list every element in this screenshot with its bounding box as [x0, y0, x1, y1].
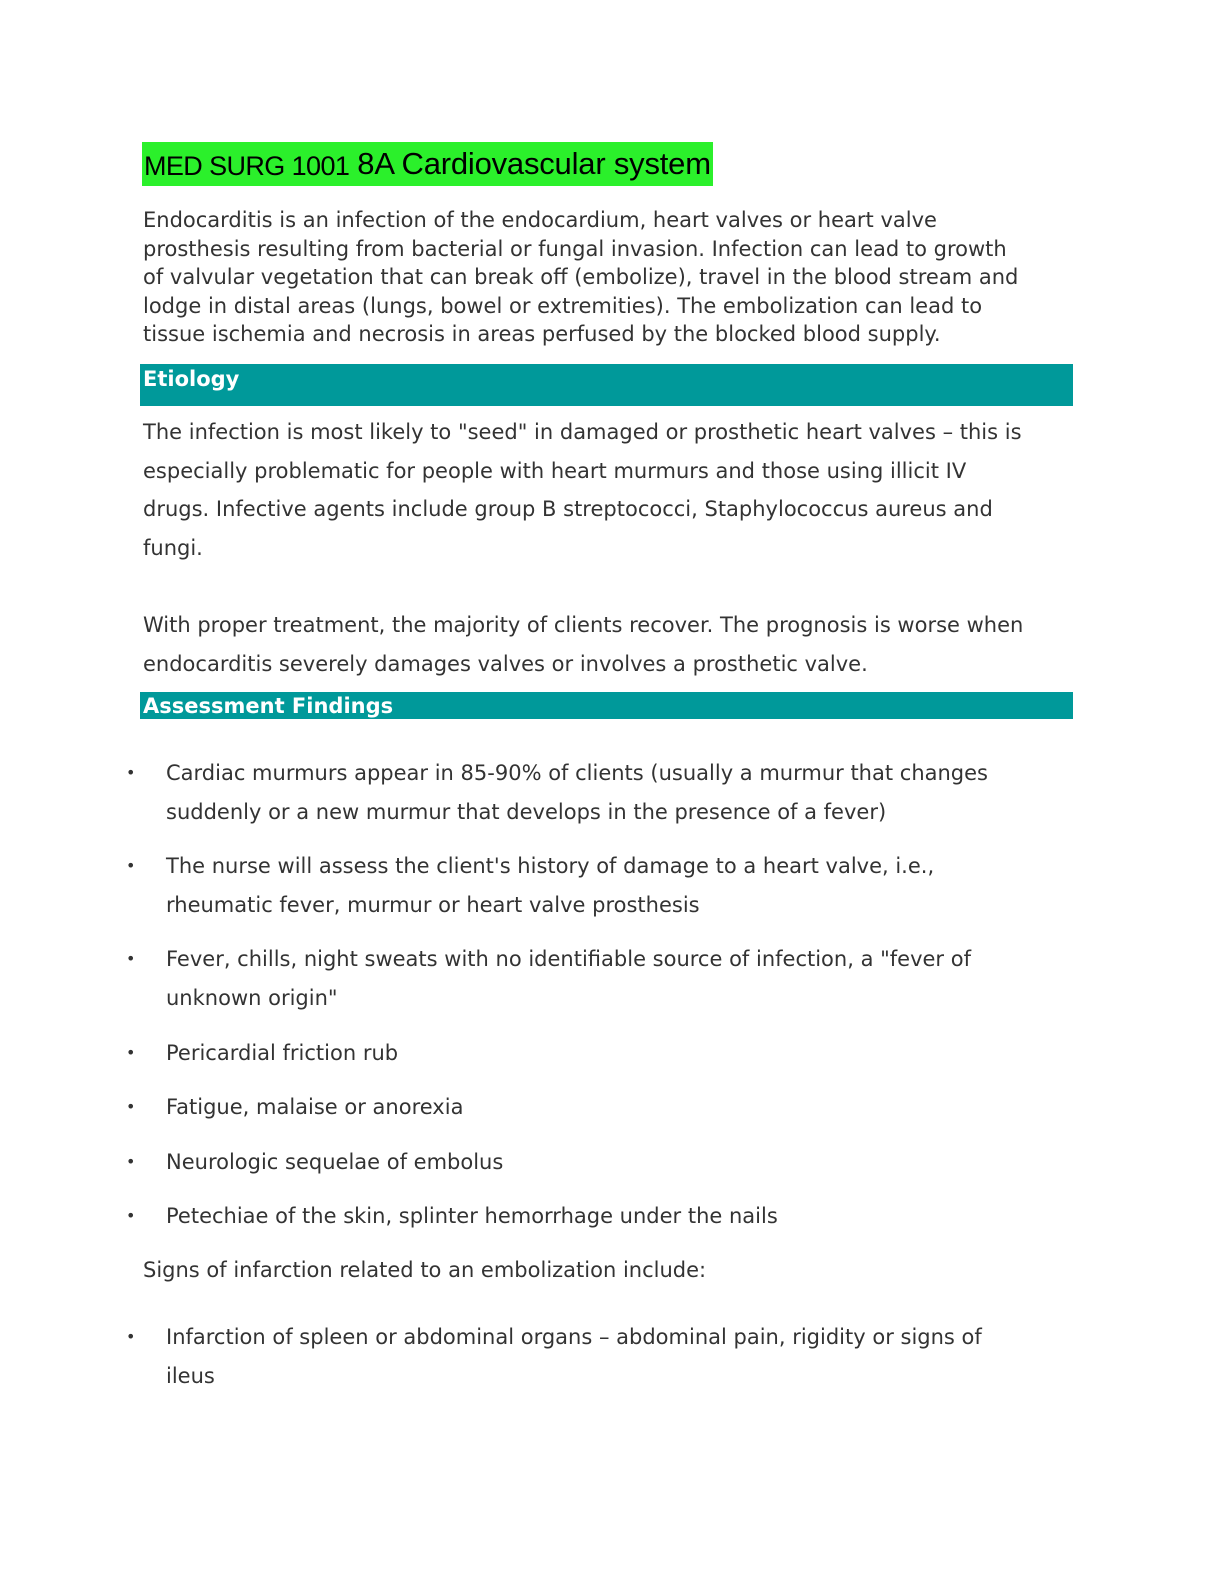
list-item-line: Cardiac murmurs appear in 85-90% of clients (usually a murmur that changes: [166, 761, 988, 785]
paragraph-line: drugs. Infective agents include group B streptococci, Staphylococcus aureus and: [143, 497, 993, 522]
intro-line: prosthesis resulting from bacterial or fungal invasion. Infection can lead to growth: [143, 236, 1007, 261]
intro-line: of valvular vegetation that can break off (embolize), travel in the blood stream and: [143, 265, 1019, 289]
list-item-line: suddenly or a new murmur that develops in the presence of a fever): [166, 799, 887, 824]
bullet-icon: •: [126, 1206, 136, 1225]
title-topic: 8A Cardiovascular system: [357, 146, 711, 181]
intro-line: tissue ischemia and necrosis in areas perfused by the blocked blood supply.: [143, 322, 941, 346]
document-title: [142, 142, 713, 186]
list-item-line: Fever, chills, night sweats with no identifiable source of infection, a "fever of: [166, 947, 971, 971]
list-item-text: [166, 1088, 463, 1127]
list-item-line: Fatigue, malaise or anorexia: [166, 1095, 464, 1119]
bullet-icon: •: [126, 1043, 136, 1062]
list-item-line: rheumatic fever, murmur or heart valve prosthesis: [166, 892, 700, 917]
bullet-icon: •: [126, 949, 136, 968]
list-item-text: [166, 1034, 398, 1073]
list-item-text: [166, 754, 988, 831]
paragraph-line: fungi.: [143, 536, 203, 561]
list-item-text: [166, 847, 934, 924]
bullet-icon: •: [126, 1152, 136, 1171]
section-heading-assessment-findings: Assessment Findings: [140, 692, 1073, 719]
list-item-line: Neurologic sequelae of embolus: [166, 1150, 504, 1174]
paragraph-line: especially problematic for people with heart murmurs and those using illicit IV: [143, 458, 967, 483]
list-item-text: [166, 1318, 982, 1395]
bullet-icon: •: [126, 763, 136, 782]
list-item-line: ileus: [166, 1363, 215, 1388]
intro-line: Endocarditis is an infection of the endocardium, heart valves or heart valve: [143, 208, 937, 232]
etiology-paragraph-2: [143, 606, 1083, 683]
list-item-line: The nurse will assess the client's history of damage to a heart valve, i.e.,: [166, 854, 935, 878]
list-item-line: Pericardial friction rub: [166, 1041, 399, 1065]
title-course-code: MED SURG 1001: [144, 151, 350, 181]
list-item-text: [166, 1197, 778, 1236]
bullet-icon: •: [126, 1327, 136, 1346]
list-item-text: [166, 940, 971, 1017]
etiology-paragraph-1: [143, 413, 1083, 568]
bullet-icon: •: [126, 856, 136, 875]
list-item-line: Infarction of spleen or abdominal organs – abdominal pain, rigidity or signs of: [166, 1325, 982, 1349]
paragraph-line: endocarditis severely damages valves or involves a prosthetic valve.: [143, 651, 868, 676]
paragraph-line: With proper treatment, the majority of clients recover. The prognosis is worse when: [143, 613, 1024, 637]
paragraph-line: The infection is most likely to "seed" in damaged or prosthetic heart valves – this is: [143, 420, 1022, 444]
section-heading-etiology: Etiology: [140, 364, 1073, 406]
bullet-icon: •: [126, 1097, 136, 1116]
intro-paragraph: [143, 206, 1083, 349]
intro-line: lodge in distal areas (lungs, bowel or extremities). The embolization can lead to: [143, 293, 983, 318]
list-item-line: Petechiae of the skin, splinter hemorrhage under the nails: [166, 1204, 778, 1228]
list-item-text: [166, 1143, 503, 1182]
signs-of-infarction-intro: Signs of infarction related to an embolization include:: [143, 1258, 707, 1282]
list-item-line: unknown origin": [166, 985, 338, 1010]
